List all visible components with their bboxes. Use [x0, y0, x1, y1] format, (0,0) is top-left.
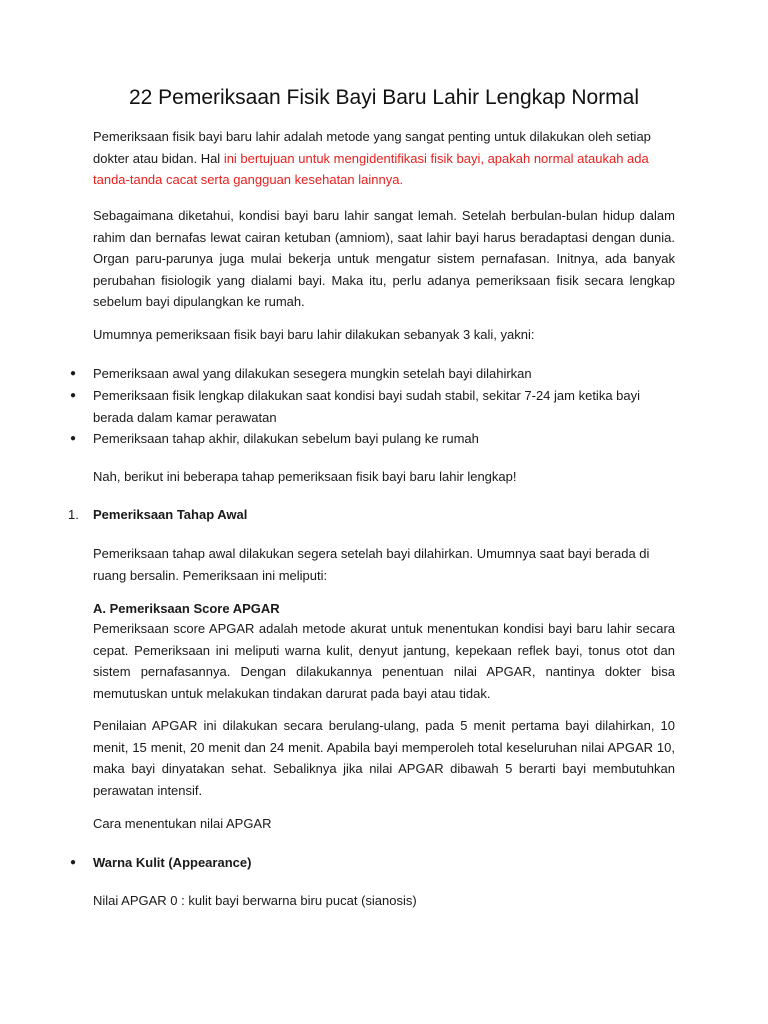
- document-title: 22 Pemeriksaan Fisik Bayi Baru Lahir Lengkap Normal: [128, 86, 640, 109]
- paragraph-kondisi-bayi: Sebagaimana diketahui, kondisi bayi baru lahir sangat lemah. Setelah berbulan-bulan hidup dalam rahim dan bernafas lewat cairan ketuban (amniom), saat lahir bayi harus beradaptasi dengan dunia. Organ paru-parunya juga mulai bekerja untuk mengatur sistem pernafasan. Initnya, ada banyak perubahan fisiologik yang dialami bayi. Maka itu, perlu adanya pemeriksaan fisik secara lengkap sebelum bayi dipulangkan ke rumah.: [93, 208, 675, 309]
- bullet-dot-1: ●: [70, 368, 77, 379]
- section-1-number: 1.: [68, 507, 79, 522]
- warna-kulit-heading: Warna Kulit (Appearance): [93, 855, 252, 870]
- bullet-item-3: Pemeriksaan tahap akhir, dilakukan sebelum bayi pulang ke rumah: [93, 431, 479, 446]
- bullet-dot-3: ●: [70, 433, 77, 444]
- bullet-dot-2: ●: [70, 390, 77, 401]
- paragraph-berikut: Nah, berikut ini beberapa tahap pemeriksaan fisik bayi baru lahir lengkap!: [93, 469, 517, 484]
- subsection-a-heading: A. Pemeriksaan Score APGAR: [93, 601, 280, 616]
- apgar-penilaian-paragraph: Penilaian APGAR ini dilakukan secara berulang-ulang, pada 5 menit pertama bayi dilahirkan, 10 menit, 15 menit, 20 menit dan 24 menit. Apabila bayi memperoleh total keseluruhan nilai APGAR 10, maka bayi dinyatakan sehat. Sebaliknya jika nilai APGAR dibawah 5 berarti bayi membutuhkan perawatan intensif.: [93, 718, 675, 798]
- warna-kulit-nilai-0: Nilai APGAR 0 : kulit bayi berwarna biru pucat (sianosis): [93, 893, 417, 908]
- bullet-item-2: Pemeriksaan fisik lengkap dilakukan saat kondisi bayi sudah stabil, sekitar 7-24 jam ketika bayi berada dalam kamar perawatan: [93, 388, 641, 425]
- intro-plain-text: Pemeriksaan fisik bayi baru lahir adalah metode yang sangat penting untuk dilakukan oleh setiap dokter atau bidan. Hal: [93, 129, 651, 166]
- bullet-item-1: Pemeriksaan awal yang dilakukan sesegera mungkin setelah bayi dilahirkan: [93, 366, 532, 381]
- bullet-dot-warna: ●: [70, 857, 77, 868]
- paragraph-tiga-kali: Umumnya pemeriksaan fisik bayi baru lahir dilakukan sebanyak 3 kali, yakni:: [93, 327, 535, 342]
- intro-paragraph: [93, 126, 675, 191]
- subsection-a-paragraph: Pemeriksaan score APGAR adalah metode akurat untuk menentukan kondisi bayi baru lahir secara cepat. Pemeriksaan ini meliputi warna kulit, denyut jantung, kepekaan reflek bayi, tonus otot dan sistem pernafasannya. Dengan dilakukannya penentuan nilai APGAR, nantinya dokter bisa memutuskan untuk melakukan tindakan darurat pada bayi atau tidak.: [93, 621, 675, 701]
- apgar-cara-text: Cara menentukan nilai APGAR: [93, 816, 272, 831]
- section-1-paragraph: Pemeriksaan tahap awal dilakukan segera setelah bayi dilahirkan. Umumnya saat bayi berada di ruang bersalin. Pemeriksaan ini meliputi:: [93, 546, 650, 583]
- intro-red-text: ini bertujuan untuk mengidentifikasi fisik bayi, apakah normal ataukah ada tanda-tanda cacat serta gangguan kesehatan lainnya.: [93, 150, 649, 187]
- section-1-heading: Pemeriksaan Tahap Awal: [93, 507, 248, 522]
